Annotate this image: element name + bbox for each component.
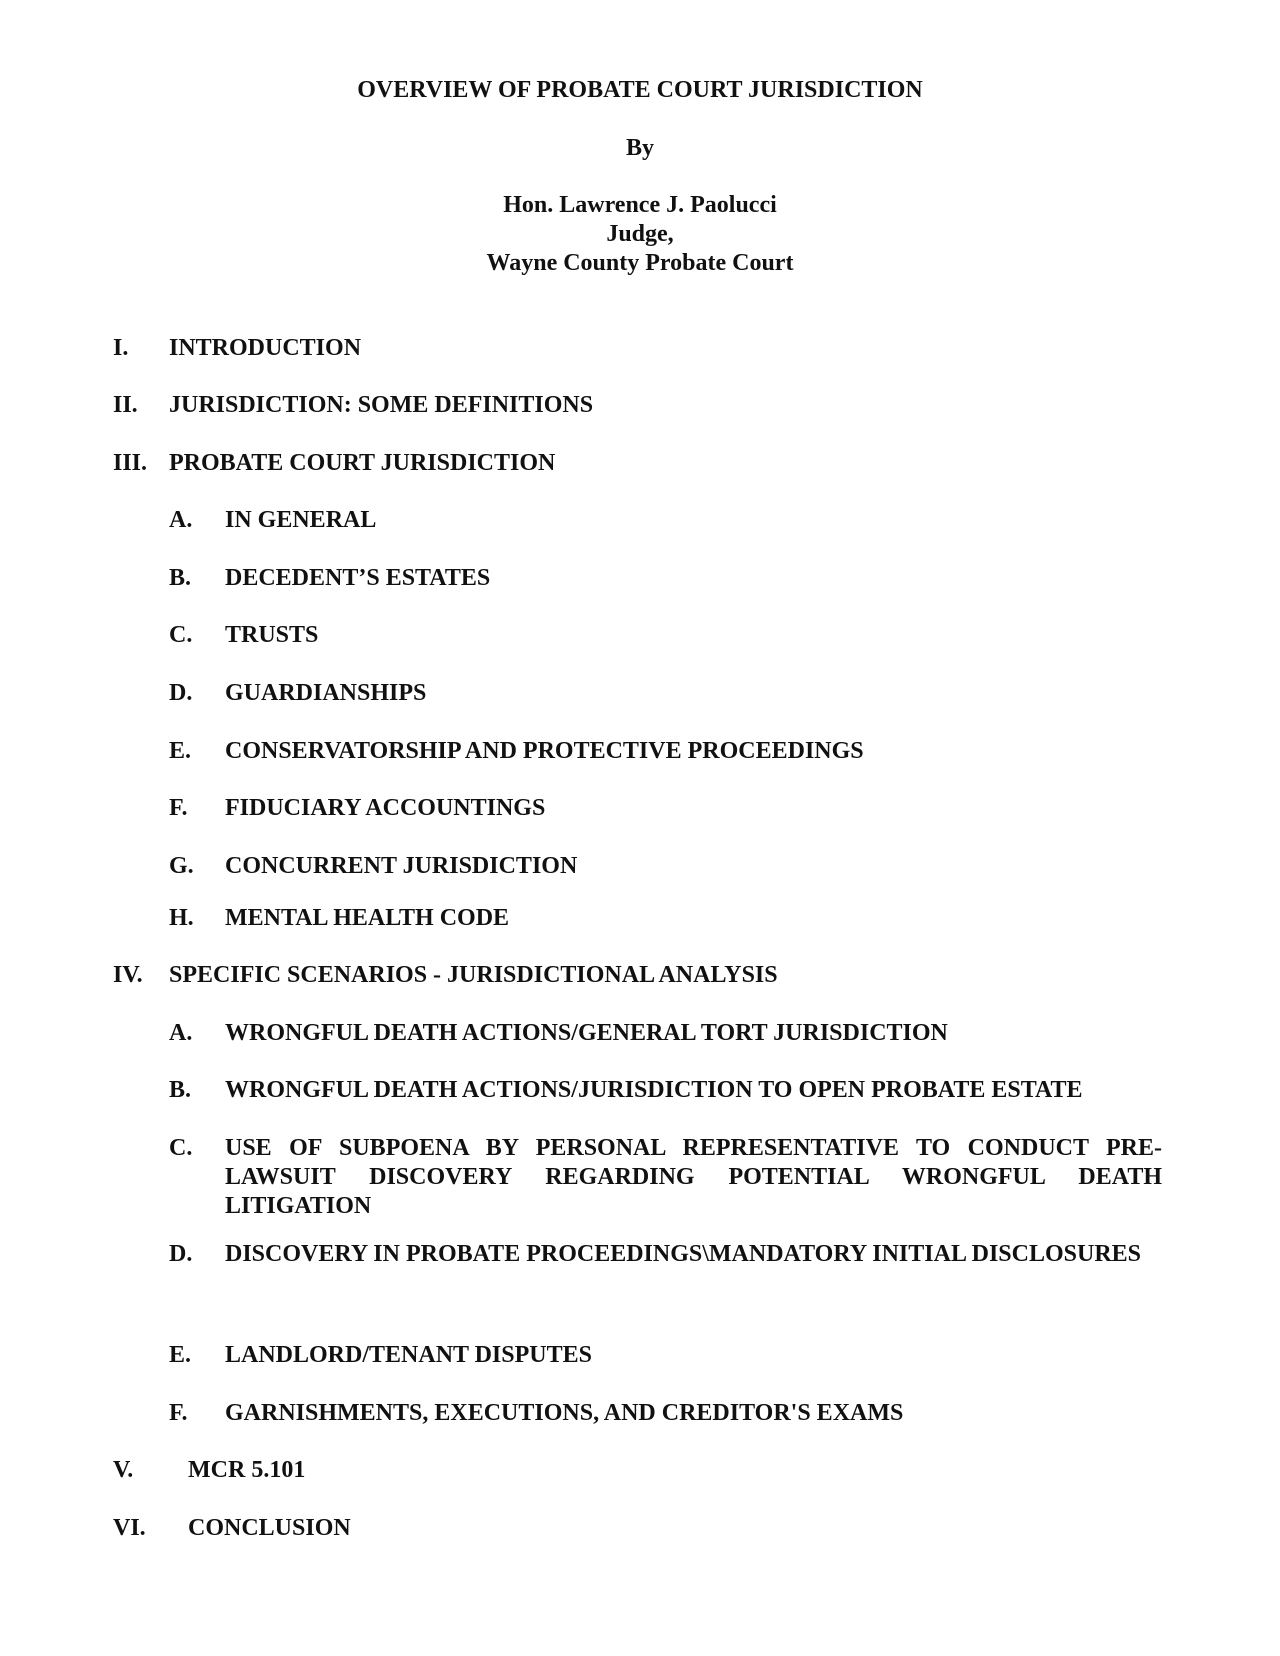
subsection-heading: IN GENERAL xyxy=(225,507,377,533)
section-heading: JURISDICTION: SOME DEFINITIONS xyxy=(169,392,594,418)
subsection-letter: A. xyxy=(169,1020,193,1046)
subsection-letter: D. xyxy=(169,680,193,706)
section-heading: PROBATE COURT JURISDICTION xyxy=(169,450,556,476)
subsection-item xyxy=(169,1240,1163,1300)
subsection-heading: WRONGFUL DEATH ACTIONS/JURISDICTION TO OPEN PROBATE ESTATE xyxy=(225,1077,1083,1103)
subsection-heading: WRONGFUL DEATH ACTIONS/GENERAL TORT JURISDICTION xyxy=(225,1020,948,1046)
subsection-letter: C. xyxy=(169,1135,193,1161)
subsection-heading: MENTAL HEALTH CODE xyxy=(225,905,510,931)
subsection-letter: D. xyxy=(169,1241,193,1267)
subsection-letter: E. xyxy=(169,738,192,764)
subsection-letter: H. xyxy=(169,905,194,931)
section-number: VI. xyxy=(113,1515,146,1541)
section-number: V. xyxy=(113,1457,134,1483)
section-heading: CONCLUSION xyxy=(188,1515,351,1541)
author-title: Judge, xyxy=(606,221,674,247)
section-number: IV. xyxy=(113,962,143,988)
subsection-letter: B. xyxy=(169,1077,192,1103)
section-heading: INTRODUCTION xyxy=(169,335,362,361)
subsection-letter: A. xyxy=(169,507,193,533)
subsection-heading: LANDLORD/TENANT DISPUTES xyxy=(225,1342,592,1368)
subsection-letter: G. xyxy=(169,853,194,879)
section-number: I. xyxy=(113,335,129,361)
subsection-item xyxy=(169,1134,1163,1224)
section-heading: MCR 5.101 xyxy=(188,1457,306,1483)
subsection-heading: DISCOVERY IN PROBATE PROCEEDINGS\MANDATORY INITIAL DISCLOSURES xyxy=(225,1241,1142,1267)
section-number: III. xyxy=(113,450,148,476)
subsection-letter: B. xyxy=(169,565,192,591)
subsection-heading: FIDUCIARY ACCOUNTINGS xyxy=(225,795,546,821)
subsection-heading: GUARDIANSHIPS xyxy=(225,680,427,706)
document-title: OVERVIEW OF PROBATE COURT JURISDICTION xyxy=(357,77,923,103)
subsection-heading: USE OF SUBPOENA BY PERSONAL REPRESENTATIVE TO CONDUCT PRE-LAWSUIT DISCOVERY REGARDING POTENTIAL WRONGFUL DEATH LITIGATION xyxy=(225,1135,1162,1219)
subsection-letter: E. xyxy=(169,1342,192,1368)
subsection-heading: TRUSTS xyxy=(225,622,319,648)
section-heading: SPECIFIC SCENARIOS - JURISDICTIONAL ANALYSIS xyxy=(169,962,778,988)
subsection-heading: GARNISHMENTS, EXECUTIONS, AND CREDITOR'S EXAMS xyxy=(225,1400,904,1426)
subsection-letter: F. xyxy=(169,795,188,821)
author-court: Wayne County Probate Court xyxy=(486,250,794,276)
subsection-letter: C. xyxy=(169,622,193,648)
subsection-heading: CONSERVATORSHIP AND PROTECTIVE PROCEEDINGS xyxy=(225,738,864,764)
section-number: II. xyxy=(113,392,138,418)
author-name: Hon. Lawrence J. Paolucci xyxy=(503,192,777,218)
byline: By xyxy=(625,135,654,161)
subsection-letter: F. xyxy=(169,1400,188,1426)
subsection-heading: DECEDENT’S ESTATES xyxy=(225,565,491,591)
subsection-heading: CONCURRENT JURISDICTION xyxy=(225,853,578,879)
